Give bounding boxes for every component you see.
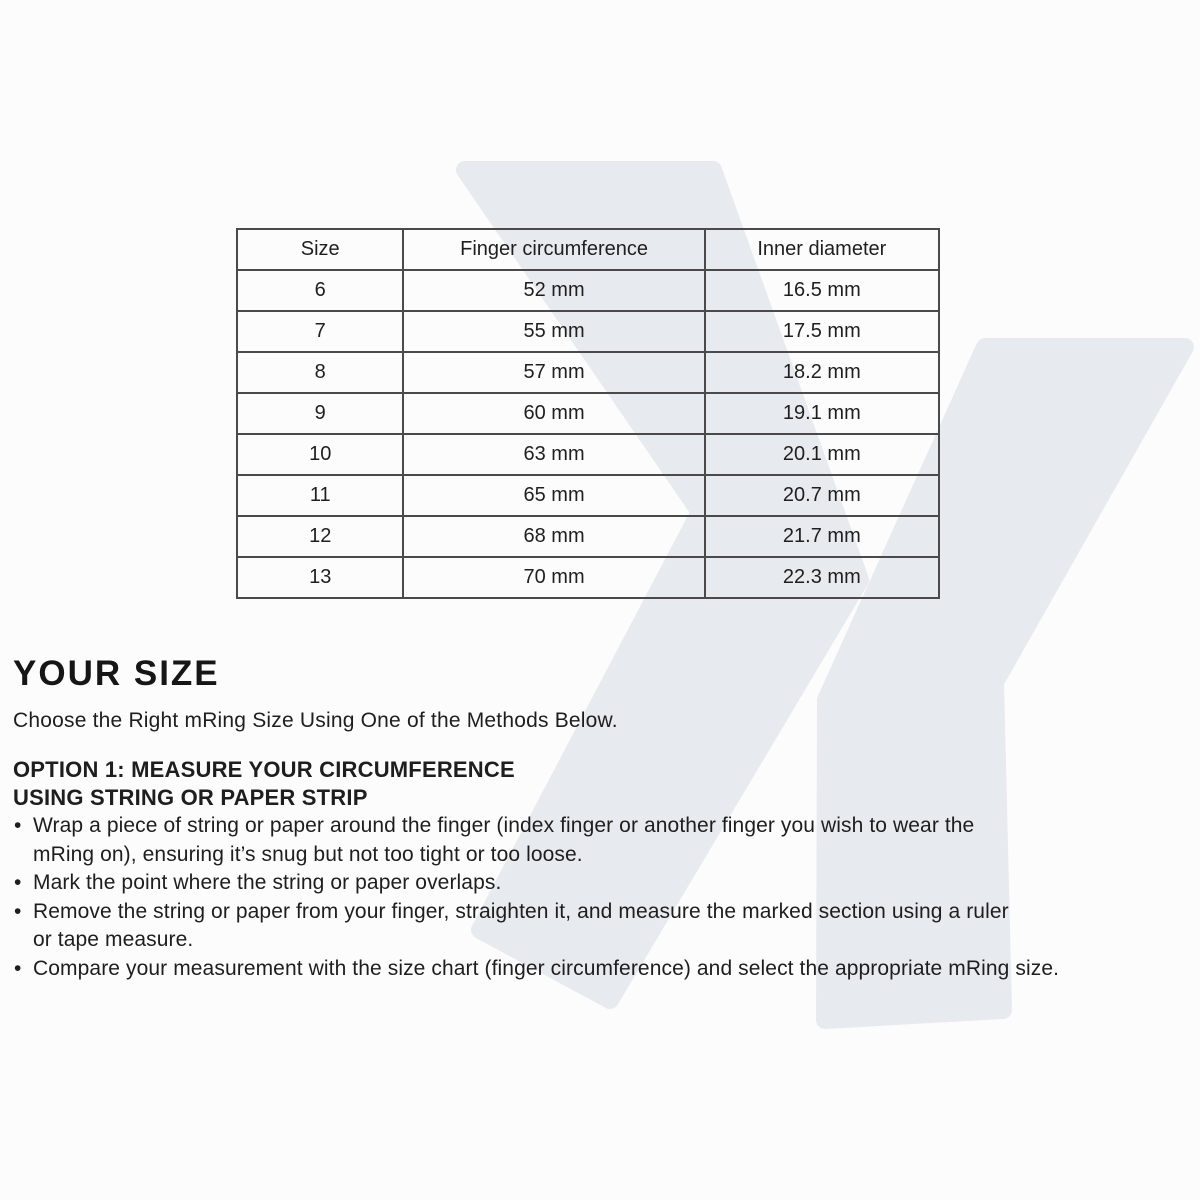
instruction-list bbox=[14, 812, 1194, 983]
size-chart-table bbox=[236, 228, 940, 599]
list-item-text: or tape measure. bbox=[33, 928, 194, 951]
subtitle: Choose the Right mRing Size Using One of the Methods Below. bbox=[13, 709, 618, 732]
table-row bbox=[237, 311, 939, 352]
bullet-icon: • bbox=[14, 814, 22, 837]
option1-heading-line2: USING STRING OR PAPER STRIP bbox=[13, 785, 368, 810]
table-row bbox=[237, 516, 939, 557]
column-header-inner-diameter: Inner diameter bbox=[705, 229, 939, 270]
diameter-cell: 18.2 mm bbox=[705, 352, 939, 393]
size-cell: 7 bbox=[237, 311, 403, 352]
table-row bbox=[237, 352, 939, 393]
table-row bbox=[237, 393, 939, 434]
table-header-row bbox=[237, 229, 939, 270]
size-cell: 11 bbox=[237, 475, 403, 516]
list-item-text: Remove the string or paper from your finger, straighten it, and measure the marked section using a ruler bbox=[33, 899, 1009, 923]
size-cell: 6 bbox=[237, 270, 403, 311]
bullet-icon: • bbox=[14, 899, 22, 923]
size-cell: 10 bbox=[237, 434, 403, 475]
diameter-cell: 17.5 mm bbox=[705, 311, 939, 352]
bullet-icon: • bbox=[14, 871, 22, 894]
list-item-text: Compare your measurement with the size chart (finger circumference) and select the appropriate mRing size. bbox=[33, 956, 1060, 980]
diameter-cell: 20.1 mm bbox=[705, 434, 939, 475]
list-item bbox=[14, 898, 1194, 955]
circumference-cell: 52 mm bbox=[403, 270, 704, 311]
diameter-cell: 19.1 mm bbox=[705, 393, 939, 434]
size-cell: 13 bbox=[237, 557, 403, 598]
column-header-size: Size bbox=[237, 229, 403, 270]
circumference-cell: 68 mm bbox=[403, 516, 704, 557]
table-row bbox=[237, 557, 939, 598]
diameter-cell: 21.7 mm bbox=[705, 516, 939, 557]
circumference-cell: 55 mm bbox=[403, 311, 704, 352]
table-row bbox=[237, 475, 939, 516]
list-item-text: Mark the point where the string or paper overlaps. bbox=[33, 871, 502, 894]
size-cell: 12 bbox=[237, 516, 403, 557]
diameter-cell: 16.5 mm bbox=[705, 270, 939, 311]
page-title: YOUR SIZE bbox=[13, 654, 220, 693]
option1-heading-line1: OPTION 1: MEASURE YOUR CIRCUMFERENCE bbox=[13, 757, 515, 782]
circumference-cell: 60 mm bbox=[403, 393, 704, 434]
list-item bbox=[14, 812, 1194, 869]
circumference-cell: 65 mm bbox=[403, 475, 704, 516]
list-item-text: mRing on), ensuring it’s snug but not too tight or too loose. bbox=[33, 842, 583, 866]
size-cell: 8 bbox=[237, 352, 403, 393]
column-header-finger-circumference: Finger circumference bbox=[403, 229, 704, 270]
list-item bbox=[14, 869, 1194, 898]
table-row bbox=[237, 270, 939, 311]
circumference-cell: 70 mm bbox=[403, 557, 704, 598]
circumference-cell: 63 mm bbox=[403, 434, 704, 475]
list-item bbox=[14, 955, 1194, 984]
circumference-cell: 57 mm bbox=[403, 352, 704, 393]
option1-heading bbox=[13, 756, 515, 812]
diameter-cell: 22.3 mm bbox=[705, 557, 939, 598]
bullet-icon: • bbox=[14, 956, 22, 980]
table-row bbox=[237, 434, 939, 475]
diameter-cell: 20.7 mm bbox=[705, 475, 939, 516]
list-item-text: Wrap a piece of string or paper around the finger (index finger or another finger you wish to wear the bbox=[33, 814, 975, 837]
size-cell: 9 bbox=[237, 393, 403, 434]
